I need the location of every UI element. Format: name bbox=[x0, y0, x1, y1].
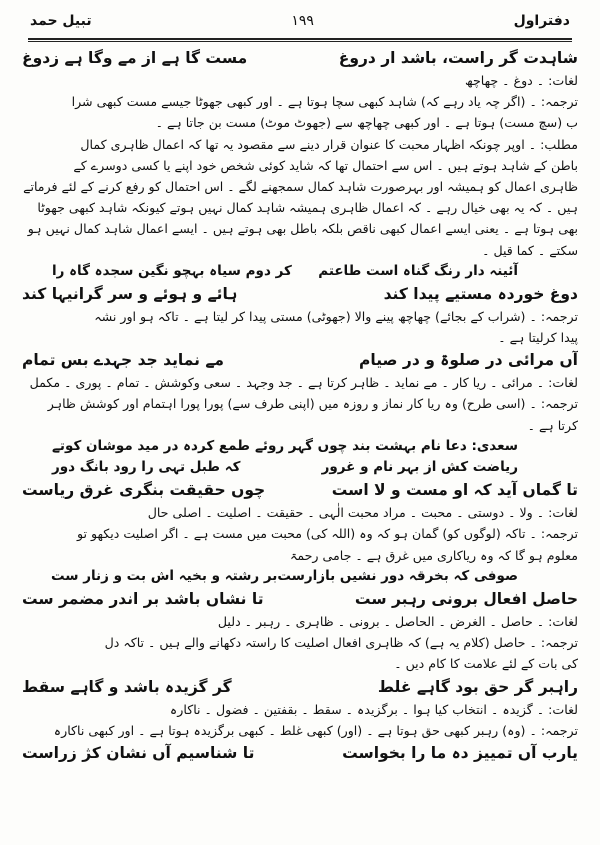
text-line: کی بات کے لئے علامت کا کام دیں ۔ bbox=[394, 656, 578, 672]
hemistich-first: ریاضت کش از بہر نام و غرور bbox=[321, 459, 518, 475]
text-line: پیدا کرلیتا ہے ۔ bbox=[498, 330, 578, 346]
hemistich-first: شاہدت گر راست، باشد ار دروغ bbox=[338, 49, 578, 67]
verse-couplet bbox=[22, 46, 578, 70]
hemistich-second: مست گا ہے از مے وگا ہے زدوغ bbox=[22, 49, 248, 67]
hemistich-first: صوفی کہ بخرقہ دور نشیں بازارست bbox=[277, 567, 518, 584]
text-line: ترجمہ: ۔ (وہ) رہبر کبھی حق ہوتا ہے ۔ (اور) کبھی غلط ۔ کبھی برگزیدہ ہوتا ہے ۔ اور کبھی ناکارہ bbox=[53, 722, 578, 738]
hemistich-first: تا گماں آید کہ او مست و لا است bbox=[331, 481, 578, 500]
quoted-couplet bbox=[22, 261, 578, 282]
verse-couplet bbox=[22, 282, 578, 306]
hemistich-first: آئینہ دار رنگ گناہ است طاعتم bbox=[318, 262, 518, 279]
text-line: ترجمہ: ۔ (شراب کے بجائے) چھاچھ پینے والا (جھوٹی) مستی پیدا کر لیتا ہے ۔ تاکہ ہو اور نشہ bbox=[94, 308, 578, 324]
text-line: ب (سچ مست) ہوتا ہے ۔ اور کبھی چھاچھ سے (جھوٹ موٹ) مست بن جاتا ہے ۔ bbox=[155, 115, 578, 131]
hemistich-second: تا نشاں باشد بر اندر مضمر ست bbox=[22, 589, 264, 608]
hemistich-second: مے نماید جد جہدے بس تمام bbox=[22, 351, 224, 370]
hemistich-first: حاصل افعال برونی رہبر ست bbox=[354, 589, 578, 608]
text-line: ترجمہ: ۔ حاصل (کلام یہ ہے) کہ ظاہری افعال اصلیت کا راستہ دکھانے والے ہیں ۔ تاکہ دل bbox=[104, 635, 578, 651]
hemistich-second: طمع کردہ در مید موشان کوتے bbox=[52, 437, 250, 454]
text-line: باطن کے شاہد ہوتے ہیں ۔ اس سے احتمال تھا کہ شاید کوئی شخص خود اپنے یا کسی دوسرے کے bbox=[73, 157, 578, 173]
text-line: بھی ہوتا ہے ۔ یعنی ایسے اعمال کبھی ناقص بلکہ باطل بھی ہوتے ہیں ۔ ایسے اعمال شاہد کمال نہیں ہو bbox=[27, 221, 578, 237]
header-rule bbox=[28, 38, 572, 40]
text-line: لغات: ۔ حاصل ۔ الغرض ۔ الحاصل ۔ برونی ۔ ظاہری ۔ رہبر ۔ دلیل bbox=[217, 613, 578, 629]
quoted-couplet bbox=[22, 457, 578, 478]
verse-couplet bbox=[22, 587, 578, 611]
hemistich-first: یارب آں تمییز دہ ما را بخواست bbox=[342, 743, 578, 762]
header-section-title: دفتراول bbox=[513, 13, 570, 29]
hemistich-second: بر رشتہ و بخیہ اش بت و زنار ست bbox=[50, 567, 278, 584]
text-line: سکتے ۔ کما قیل ۔ bbox=[482, 242, 578, 258]
verse-couplet bbox=[22, 348, 578, 372]
hemistich-second: تا شناسیم آں نشان کژ زراست bbox=[22, 743, 255, 762]
text-line: ترجمہ: ۔ تاکہ (لوگوں کو) گمان ہو کہ وہ (اللہ کی) محبت میں مست ہے ۔ اگر اصلیت دیکھو تو bbox=[76, 526, 578, 542]
hemistich-first: راہبر گر حق بود گاہے غلط bbox=[377, 677, 578, 696]
text-line: لغات: ۔ مرائی ۔ ریا کار ۔ مے نماید ۔ ظاہر کرتا ہے ۔ جد وجہد ۔ سعی وکوشش ۔ تمام ۔ پوری ۔ مکمل bbox=[29, 375, 578, 391]
running-header bbox=[30, 6, 570, 36]
quoted-couplet bbox=[22, 566, 578, 587]
page-number: ۱۹۹ bbox=[291, 13, 314, 29]
verse-couplet bbox=[22, 675, 578, 699]
text-line: ترجمہ: ۔ (اسی طرح) وہ ریا کار نماز و روزہ میں (اپنی طرف سے) پورا پورا اہتمام اور کوشش ظاہر bbox=[47, 396, 578, 412]
text-line: مطلب: ۔ اوپر چونکہ اظہار محبت کا عنوان قرار دینے سے مقصود یہ تھا کہ اعمال ظاہری کمال bbox=[80, 136, 578, 152]
verse-couplet bbox=[22, 741, 578, 765]
hemistich-first: آں مرائی در صلوۃ و در صیام bbox=[359, 351, 578, 370]
text-line: ترجمہ: ۔ (اگر چہ یاد رہے کہ) شاہد کبھی سچا ہوتا ہے ۔ اور کبھی جھوٹا جیسے مست کبھی شرا bbox=[71, 94, 578, 110]
text-line: لغات: ۔ دوغ ۔ چھاچھ bbox=[465, 73, 578, 88]
hemistich-second: ہائے و ہوئے و سر گرانیہا کند bbox=[22, 284, 238, 303]
verse-couplet bbox=[22, 478, 578, 502]
text-line: لغات: ۔ گزیدہ ۔ انتخاب کیا ہوا ۔ برگزیدہ ۔ سقط ۔ بقفتین ۔ فضول ۔ ناکارہ bbox=[169, 701, 578, 717]
quoted-couplet bbox=[22, 436, 578, 457]
hemistich-first: دوغ خوردہ مستیے پیدا کند bbox=[383, 284, 578, 303]
hemistich-second: کہ طبل تہی را رود بانگ دور bbox=[52, 459, 241, 475]
header-rule-inner bbox=[28, 41, 572, 42]
text-line: ظاہری اعمال کو ہمیشہ اور بہرصورت شاہد کمال سمجھنے لگے ۔ اس احتمال کو رفع کرنے کے لئے فرماتے bbox=[23, 178, 578, 194]
hemistich-second: چوں حقیقت بنگری غرق ریاست bbox=[22, 481, 266, 500]
text-line: لغات: ۔ ولا ۔ دوستی ۔ محبت ۔ مراد محبت الٰہی ۔ حقیقت ۔ اصلیت ۔ اصلی حال bbox=[147, 505, 578, 521]
text-line: ہیں ۔ کہ یہ بھی خیال رہے ۔ کہ اعمال ظاہری ہمیشہ شاہد کمال نہیں ہوتے کیونکہ شاہد کبھی جھوٹا bbox=[37, 200, 578, 216]
hemistich-second: گر گزیدہ باشد و گاہے سقط bbox=[22, 677, 232, 696]
page-body bbox=[22, 46, 578, 839]
hemistich-second: کر دوم سیاہ بہچو نگین سجدہ گاہ را bbox=[52, 262, 292, 279]
hemistich-first: سعدی: دعا نام بہشت بند چوں گہر روئے bbox=[254, 437, 518, 454]
text-line: معلوم ہو گا کہ وہ ریاکاری میں غرق ہے ۔ جامی رحمۃ bbox=[289, 547, 578, 563]
text-line: کرتا ہے ۔ bbox=[527, 417, 578, 433]
header-chapter-title: تبیل حمد bbox=[30, 13, 92, 29]
